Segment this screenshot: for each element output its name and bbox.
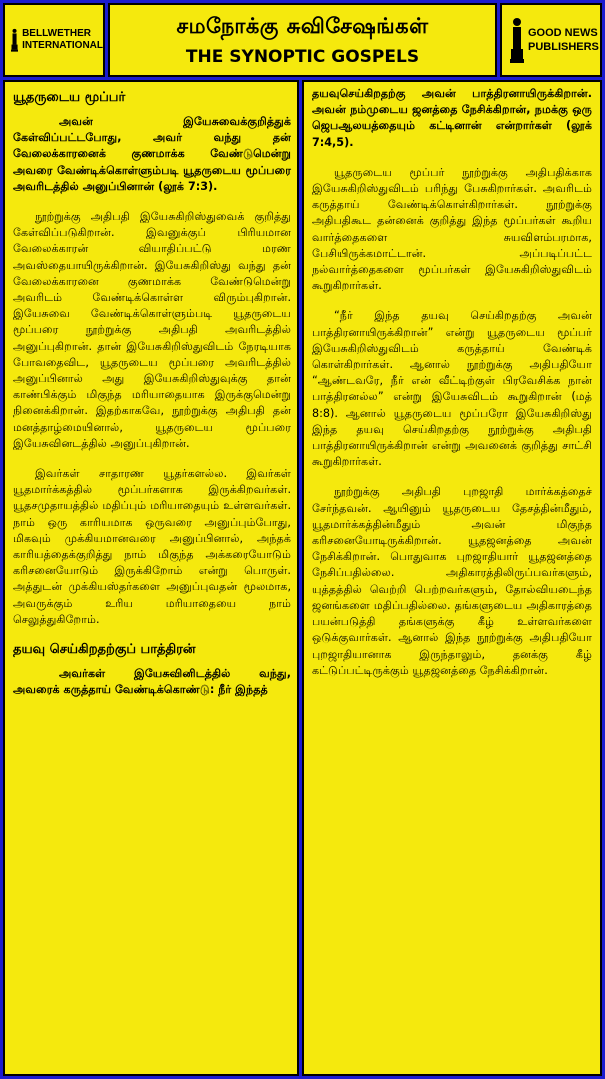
section-heading-elders: யூதருடைய மூப்பர் (13, 90, 126, 105)
header (3, 3, 602, 77)
paragraph: யூதருடைய மூப்பர் நூற்றுக்கு அதிபதிக்காக இயேசுகிறிஸ்துவிடம் பரிந்து பேசுகிறார்கள். அவரிடம் கருத்தாய் வேண்டிக்கொள்கிறார்கள். நூற்றுக்கு அதிபதிகூட தன்னைக் குறித்து இந்த மூப்பர்கள் கூறிய வார்த்தைகளை சுயவிளம்பரமாக, பேசியிருக்கமாட்டான். அப்படிப்பட்ட நல்வார்த்தைகளை மூப்பர்கள் இயேசுகிறிஸ்துவிடம் கூறுகிறார்கள். (312, 165, 592, 293)
left-column (3, 80, 299, 1076)
good-news-line2: PUBLISHERS (528, 41, 599, 53)
paragraph: நூற்றுக்கு அதிபதி இயேசுகிறிஸ்துவைக் குறித்து கேள்விப்படுகிறான். இவனுக்குப் பிரியமான வேலைக்காரன் வியாதிப்பட்டு மரண அவஸ்தையாயிருக்கிறான். இயேசுகிறிஸ்து வந்து தன் வேலைக்காரனை குணமாக்க வேண்டுமென்று அவரிடம் வேண்டிக்கொள்ள விரும்புகிறான். இயேசுவை வேண்டிக்கொள்ளும்படி யூதருடைய மூப்பரை நூற்றுக்கு அதிபதி அவரிடத்தில் அனுப்புகிறான். தான் இயேசுகிறிஸ்துவிடம் நேரடியாக போவதைவிட, யூதருடைய மூப்பரை அவரிடத்தில் அனுப்பினால் அது இயேசுகிறிஸ்துவுக்கு தான் காண்பிக்கும் மிகுந்த மரியாதையாக இருக்குமென்று நினைக்கிறான். இதற்காகவே, நூற்றுக்கு அதிபதி தன் மனத்தாழ்மையினால், யூதருடைய மூப்பரை இயேசுவினடத்தில் அனுப்புகிறான். (13, 210, 291, 450)
paragraph: “நீர் இந்த தயவு செய்கிறதற்கு அவன் பாத்திரனாயிருக்கிறான்” என்று யூதருடைய மூப்பர் இயேசுகிறிஸ்துவிடம் கருத்தாய் வேண்டிக் கொள்கிறார்கள். ஆனால் நூற்றுக்கு அதிபதியோ “ஆண்டவரே, நீர் என் வீட்டிற்குள் பிரவேசிக்க நான் பாத்திரனல்ல” என்று இயேசுவிடம் கூறுகிறான் (மத் 8:8). ஆனால் யூதருடைய மூப்பரோ இயேசுகிறிஸ்து இந்த தயவு செய்கிறதற்கு நூற்றுக்கு அதிபதி பாத்திரனாயிருக்கிறான் என்று அவனைக் குறித்து சாட்சி கூறுகிறார்கள். (312, 309, 592, 469)
page-title-tamil: சமநோக்கு சுவிசேஷங்கள் (176, 13, 429, 38)
scripture-quote-luke-7-3: அவன் இயேசுவைக்குறித்துக் கேள்விப்பட்டபோது, அவர் வந்து தன் வேலைக்காரனைக் குணமாக்க வேண்டுமென்று அவரை வேண்டிக்கொள்ளும்படி யூதருடைய மூப்பரை அவரிடத்தில் அனுப்பினான் (லூக் 7:3). (13, 115, 291, 193)
good-news-logo-text (528, 26, 599, 54)
paragraph: இவர்கள் சாதாரண யூதர்களல்ல. இவர்கள் யூதமார்க்கத்தில் மூப்பர்களாக இருக்கிறவர்கள். யூதசமுதாயத்தில் மதிப்பும் மரியாதையும் உள்ளவர்கள். நாம் ஒரு காரியமாக ஒருவரை அனுப்பும்போது, மிகவும் முக்கியமானவரை அனுப்பினால், அந்தக் காரியத்தைக்குறித்து நாம் மிகுந்த அக்கரையோடும் கரிசனையோடும் இருக்கிறோம் என்று பொருள். அத்துடன் முக்கியஸ்தர்களை அனுப்புவதன் மூலமாக, அவருக்கும் உரிய மரியாதையை நாம் செலுத்துகிறோம். (13, 467, 291, 626)
bellwether-logo-text (22, 28, 103, 52)
page-title-english: THE SYNOPTIC GOSPELS (185, 46, 420, 67)
scripture-quote-luke-7-4: அவர்கள் இயேசுவினிடத்தில் வந்து, அவரைக் கருத்தாய் வேண்டிக்கொண்டு: நீர் இந்தத் (13, 667, 291, 697)
right-column (302, 80, 602, 1076)
good-news-figure-icon (510, 17, 524, 63)
title-box (108, 3, 497, 77)
section-heading-worthy: தயவு செய்கிறதற்குப் பாத்திரன் (13, 642, 196, 658)
good-news-line1: GOOD NEWS (528, 27, 598, 39)
content-columns (3, 80, 602, 1076)
good-news-logo (500, 3, 602, 77)
bellwether-logo (3, 3, 105, 77)
scripture-quote-luke-7-5: தயவுசெய்கிறதற்கு அவன் பாத்திரனாயிருக்கிறான். அவன் நம்முடைய ஜனத்தை நேசிக்கிறான், நமக்கு ஒரு ஜெபஆலயத்தையும் கட்டினான் என்றார்கள் (லூக் 7:4,5). (312, 87, 592, 149)
bellwether-figure-icon (11, 17, 18, 63)
bellwether-line2: INTERNATIONAL (22, 40, 103, 51)
paragraph: நூற்றுக்கு அதிபதி புறஜாதி மார்க்கத்தைச் சேர்ந்தவன். ஆயினும் யூதருடைய தேசத்தின்மீதும், யூதமார்க்கத்தின்மீதும் அவன் மிகுந்த கரிசனையோடிருக்கிறான். யூதஜனத்தை அவன் நேசிக்கிறான். பொதுவாக புறஜாதியார் யூதஜனத்தை நேசிப்பதில்லை. அதிகாரத்திலிருப்பவர்களும், யுத்தத்தில் வெற்றி பெற்றவர்களும், தோல்வியடைந்த ஜனங்களை மதிப்பதில்லை. தங்களுடைய அதிகாரத்தை பயன்படுத்தி தங்களுக்கு கீழ் உள்ளவர்களை ஒடுக்குவார்கள். ஆனால் இந்த நூற்றுக்கு அதிபதியோ புறஜாதியானாக இருந்தாலும், தனக்கு கீழ் கட்டுப்பட்டிருக்கும் யூதஜனத்தை நேசிக்கிறான். (312, 485, 592, 677)
bellwether-line1: BELLWETHER (22, 28, 91, 39)
